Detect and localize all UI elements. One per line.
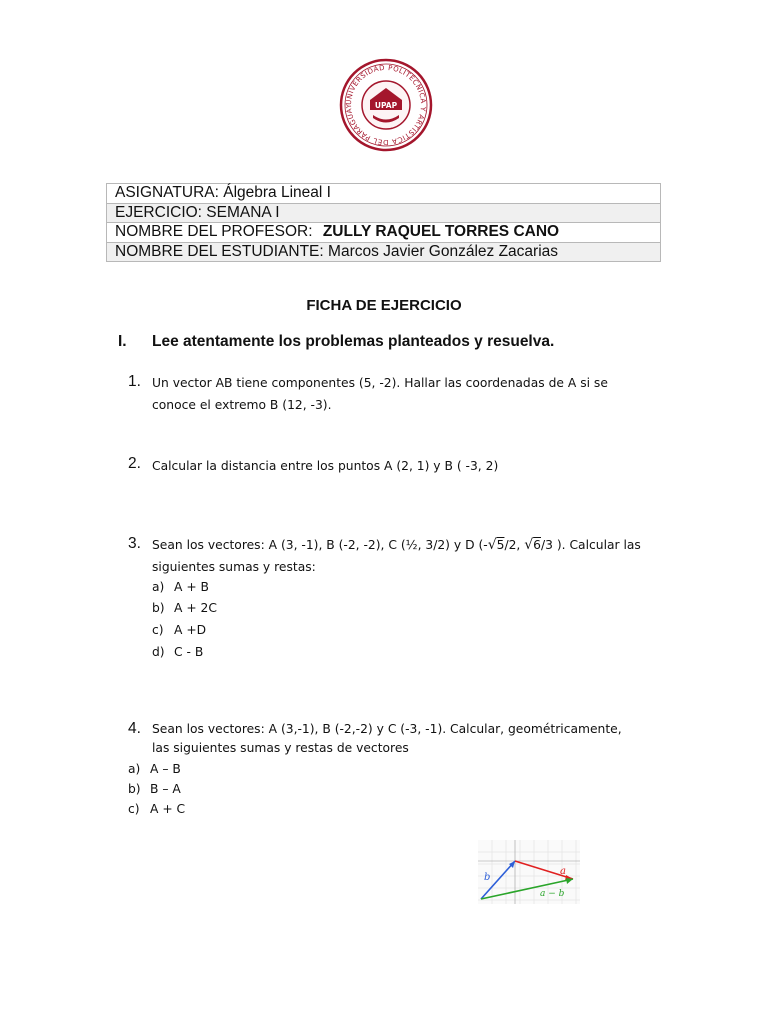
item-label: b)	[152, 601, 165, 615]
problem-1-number: 1.	[128, 373, 141, 390]
problem-3-text-part: Sean los vectores: A (3, -1), B (-2, -2), C (½, 3/2) y D (-	[152, 538, 488, 552]
course-info-table	[106, 183, 661, 262]
info-label: NOMBRE DEL ESTUDIANTE:	[115, 242, 324, 260]
vector-a-label: a	[560, 866, 566, 877]
item-text: A – B	[150, 762, 181, 776]
sqrt-symbol: √	[524, 537, 534, 553]
sqrt-symbol: √	[487, 537, 497, 553]
info-row-ejercicio	[107, 203, 661, 223]
info-label: NOMBRE DEL PROFESOR:	[115, 223, 313, 241]
problem-3-item-a	[152, 580, 209, 594]
item-label: a)	[152, 580, 165, 594]
problem-3-item-b	[152, 601, 217, 615]
info-label: ASIGNATURA:	[115, 184, 219, 202]
problem-4-text: Sean los vectores: A (3,-1), B (-2,-2) y C (-3, -1). Calcular, geométricamente, las siguientes sumas y restas de vectores	[152, 722, 622, 755]
info-value: Marcos Javier González Zacarias	[328, 242, 559, 260]
item-label: d)	[152, 645, 165, 659]
problem-2-text: Calcular la distancia entre los puntos A (2, 1) y B ( -3, 2)	[152, 459, 499, 473]
sqrt-radicand: 5	[496, 538, 505, 552]
info-row-estudiante	[107, 242, 661, 262]
problem-3-text-part: /3 ). Calcular las siguientes sumas y restas:	[152, 538, 641, 574]
info-value: SEMANA I	[206, 203, 280, 221]
problem-4-item-c	[128, 802, 185, 816]
info-value: Álgebra Lineal I	[223, 184, 331, 202]
sqrt-radicand: 6	[533, 538, 541, 552]
info-row-profesor	[107, 223, 661, 243]
item-text: A + 2C	[174, 601, 217, 615]
item-label: b)	[128, 782, 141, 796]
problem-1-text: Un vector AB tiene componentes (5, -2). Hallar las coordenadas de A si se conoce el extremo B (12, -3).	[152, 376, 608, 412]
problem-2-number: 2.	[128, 455, 141, 472]
item-text: C - B	[174, 645, 204, 659]
item-text: B – A	[150, 782, 181, 796]
section-instructions: Lee atentamente los problemas planteados y resuelva.	[152, 333, 555, 350]
page-title: FICHA DE EJERCICIO	[306, 297, 462, 314]
problem-3-text	[152, 534, 642, 578]
item-label: a)	[128, 762, 141, 776]
section-number: I.	[118, 333, 127, 350]
item-label: c)	[152, 623, 164, 637]
problem-3-item-c	[152, 623, 206, 637]
university-seal-logo	[339, 58, 433, 152]
problem-4-item-b	[128, 782, 181, 796]
item-text: A + B	[174, 580, 209, 594]
problem-4-number: 4.	[128, 720, 141, 737]
seal-center-text: UPAP	[374, 101, 398, 110]
problem-3-item-d	[152, 645, 203, 659]
item-text: A + C	[150, 802, 186, 816]
item-label: c)	[128, 802, 140, 816]
seal-ring-text: UNIVERSIDAD POLITÉCNICA Y ARTÍSTICA DEL PARAGUAY	[344, 63, 428, 147]
problem-3-number: 3.	[128, 535, 141, 552]
vector-diff-label: a − b	[540, 889, 565, 899]
professor-name: ZULLY RAQUEL TORRES CANO	[322, 223, 560, 241]
info-label: EJERCICIO:	[115, 203, 202, 221]
vector-b-label: b	[484, 872, 491, 883]
item-text: A +D	[174, 623, 207, 637]
info-row-asignatura	[107, 184, 661, 204]
problem-3-text-part: /2,	[504, 538, 525, 552]
vector-subtraction-figure	[478, 840, 580, 904]
problem-4-item-a	[128, 762, 181, 776]
